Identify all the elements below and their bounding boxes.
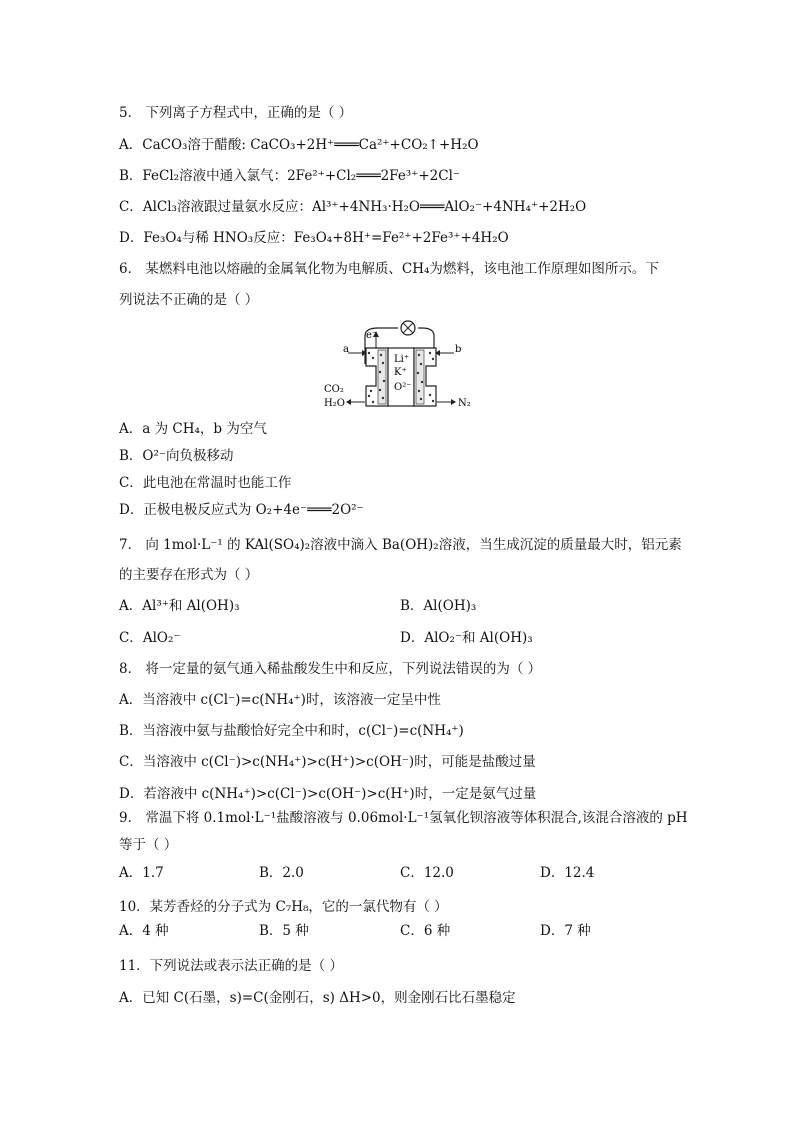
q7-option-a: A．Al³⁺和 Al(OH)₃ [119,598,240,614]
q7-stem-line1: 7． 向 1mol·L⁻¹ 的 KAl(SO₄)₂溶液中滴入 Ba(OH)₂溶液，当生成沉淀的质量最大时，铝元素 [119,537,682,553]
q6-option-b: B．O²⁻向负极移动 [119,448,234,464]
q5-option-b: B．FeCl₂溶液中通入氯气：2Fe²⁺+Cl₂═══2Fe³⁺+2Cl⁻ [119,168,461,184]
ion-k: K⁺ [394,367,407,378]
inlet-a-label: a [343,344,349,355]
q10-option-c: C．6 种 [400,923,451,939]
q9-stem-line2: 等于（ ） [119,837,178,853]
q8-option-b: B．当溶液中氨与盐酸恰好完全中和时，c(Cl⁻)=c(NH₄⁺) [119,723,464,739]
q10-stem: 10．某芳香烃的分子式为 C₇H₈，它的一氯代物有（ ） [119,899,448,915]
q6-option-d: D．正极电极反应式为 O₂+4e⁻═══2O²⁻ [119,502,364,518]
q5-stem: 5． 下列离子方程式中，正确的是（ ） [119,105,353,121]
q8-stem: 8． 将一定量的氨气通入稀盐酸发生中和反应，下列说法错误的为（ ） [119,661,542,677]
outlet-h2o-label: H₂O [324,398,345,409]
q5-option-d: D．Fe₃O₄与稀 HNO₃反应：Fe₃O₄+8H⁺=Fe²⁺+2Fe³⁺+4H₂O [119,230,509,246]
outlet-n2-label: N₂ [458,398,471,409]
q8-option-d: D．若溶液中 c(NH₄⁺)>c(Cl⁻)>c(OH⁻)>c(H⁺)时，一定是氨气过量 [119,786,537,802]
outlet-co2-label: CO₂ [324,384,344,395]
q7-option-d: D．AlO₂⁻和 Al(OH)₃ [400,630,533,646]
ion-o: O²⁻ [394,382,412,393]
q5-option-c: C．AlCl₃溶液跟过量氨水反应：Al³⁺+4NH₃·H₂O═══AlO₂⁻+4NH₄⁺+2H₂O [119,199,587,215]
fuel-cell-diagram [318,318,478,418]
q9-option-c: C．12.0 [400,865,454,881]
q11-stem: 11．下列说法或表示法正确的是（ ） [119,958,343,974]
q7-stem-line2: 的主要存在形式为（ ） [119,567,259,583]
q10-option-d: D．7 种 [540,923,591,939]
q11-option-a: A．已知 C(石墨，s)=C(金刚石，s) ΔH>0，则金刚石比石墨稳定 [119,990,516,1006]
q9-option-d: D．12.4 [540,865,595,881]
q6-stem-line2: 列说法不正确的是（ ） [119,292,259,308]
q9-stem-line1: 9． 常温下将 0.1mol·L⁻¹盐酸溶液与 0.06mol·L⁻¹氢氧化钡溶液等体积混合,该混合溶液的 pH [119,810,688,826]
q6-option-c: C．此电池在常温时也能工作 [119,475,292,491]
q10-option-b: B．5 种 [259,923,309,939]
inlet-b-label: b [455,344,462,355]
ion-li: Li⁺ [394,354,410,365]
q6-option-a: A．a 为 CH₄，b 为空气 [119,421,267,437]
q7-option-c: C．AlO₂⁻ [119,630,181,646]
electron-label: e⁻ [366,330,378,341]
q9-option-a: A．1.7 [119,865,164,881]
q5-option-a: A．CaCO₃溶于醋酸: CaCO₃+2H⁺═══Ca²⁺+CO₂↑+H₂O [119,137,479,153]
q10-option-a: A．4 种 [119,923,169,939]
q6-stem-line1: 6． 某燃料电池以熔融的金属氧化物为电解质、CH₄为燃料，该电池工作原理如图所示。下 [119,261,659,277]
q8-option-a: A．当溶液中 c(Cl⁻)=c(NH₄⁺)时，该溶液一定呈中性 [119,692,441,708]
q7-option-b: B．Al(OH)₃ [400,598,477,614]
q9-option-b: B．2.0 [259,865,304,881]
q8-option-c: C．当溶液中 c(Cl⁻)>c(NH₄⁺)>c(H⁺)>c(OH⁻)时，可能是盐酸过量 [119,754,536,770]
